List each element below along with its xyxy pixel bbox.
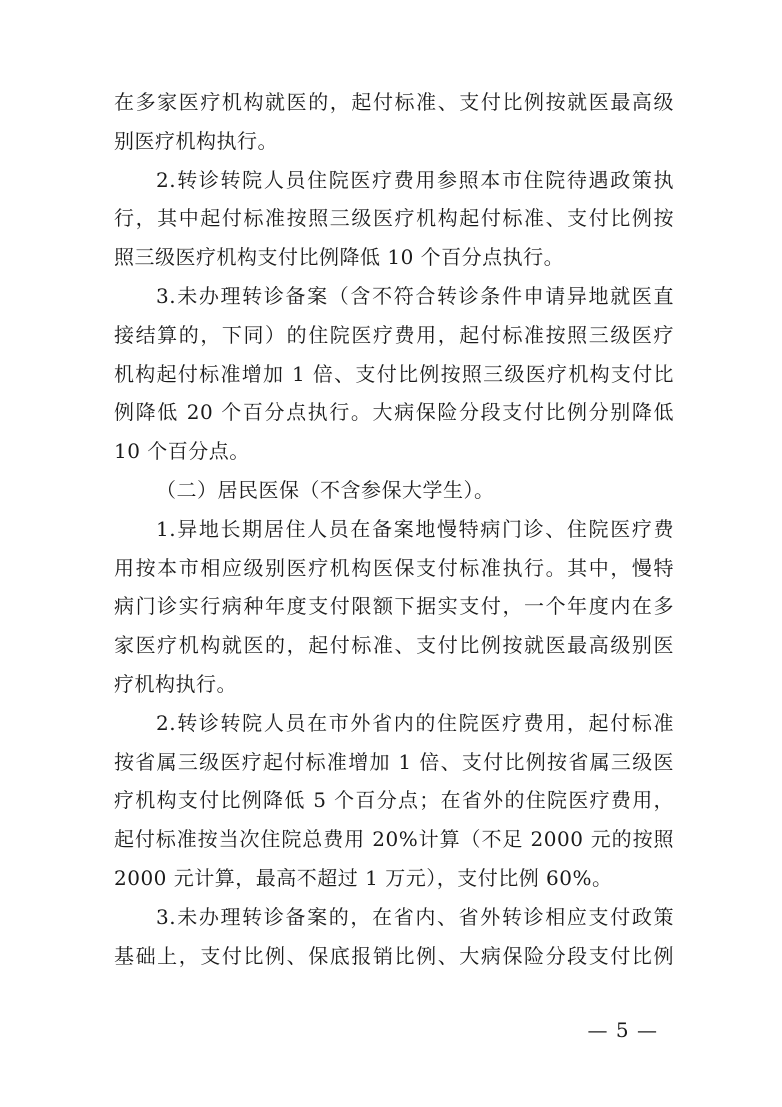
text-line: 疗机构支付比例降低 5 个百分点；在省外的住院医疗费用， — [114, 788, 674, 813]
text-line: 行，其中起付标准按照三级医疗机构起付标准、支付比例按 — [114, 206, 674, 231]
document-body — [114, 83, 674, 975]
text-line: 按省属三级医疗起付标准增加 1 倍、支付比例按省属三级医 — [114, 749, 674, 774]
text-line: 用按本市相应级别医疗机构医保支付标准执行。其中，慢特 — [114, 555, 674, 580]
text-line: 在多家医疗机构就医的，起付标准、支付比例按就医最高级 — [114, 90, 674, 114]
text-line: 起付标准按当次住院总费用 20%计算（不足 2000 元的按照 — [114, 827, 674, 852]
text-line: 3.未办理转诊备案的，在省内、省外转诊相应支付政策 — [156, 904, 674, 929]
text-line: 别医疗机构执行。 — [114, 128, 278, 153]
text-line: 10 个百分点。 — [114, 439, 250, 464]
text-line: 例降低 20 个百分点执行。大病保险分段支付比例分别降低 — [114, 400, 674, 425]
text-line: 2000 元计算，最高不超过 1 万元），支付比例 60%。 — [114, 865, 613, 890]
text-line: （二）居民医保（不含参保大学生）。 — [156, 477, 495, 502]
text-line: 家医疗机构就医的，起付标准、支付比例按就医最高级别医 — [114, 633, 674, 658]
text-line: 2.转诊转院人员在市外省内的住院医疗费用，起付标准 — [156, 710, 674, 735]
text-line: 机构起付标准增加 1 倍、支付比例按照三级医疗机构支付比 — [114, 361, 674, 386]
text-line: 2.转诊转院人员住院医疗费用参照本市住院待遇政策执 — [156, 167, 674, 192]
text-line: 3.未办理转诊备案（含不符合转诊条件申请异地就医直 — [156, 283, 674, 308]
page-number: — 5 — — [587, 1018, 658, 1042]
text-line: 基础上，支付比例、保底报销比例、大病保险分段支付比例 — [114, 943, 674, 968]
text-line: 1.异地长期居住人员在备案地慢特病门诊、住院医疗费 — [156, 516, 674, 541]
text-line: 照三级医疗机构支付比例降低 10 个百分点执行。 — [114, 245, 565, 270]
text-line: 接结算的，下同）的住院医疗费用，起付标准按照三级医疗 — [114, 322, 674, 347]
text-line: 病门诊实行病种年度支付限额下据实支付，一个年度内在多 — [114, 594, 674, 619]
text-line: 疗机构执行。 — [114, 671, 237, 696]
